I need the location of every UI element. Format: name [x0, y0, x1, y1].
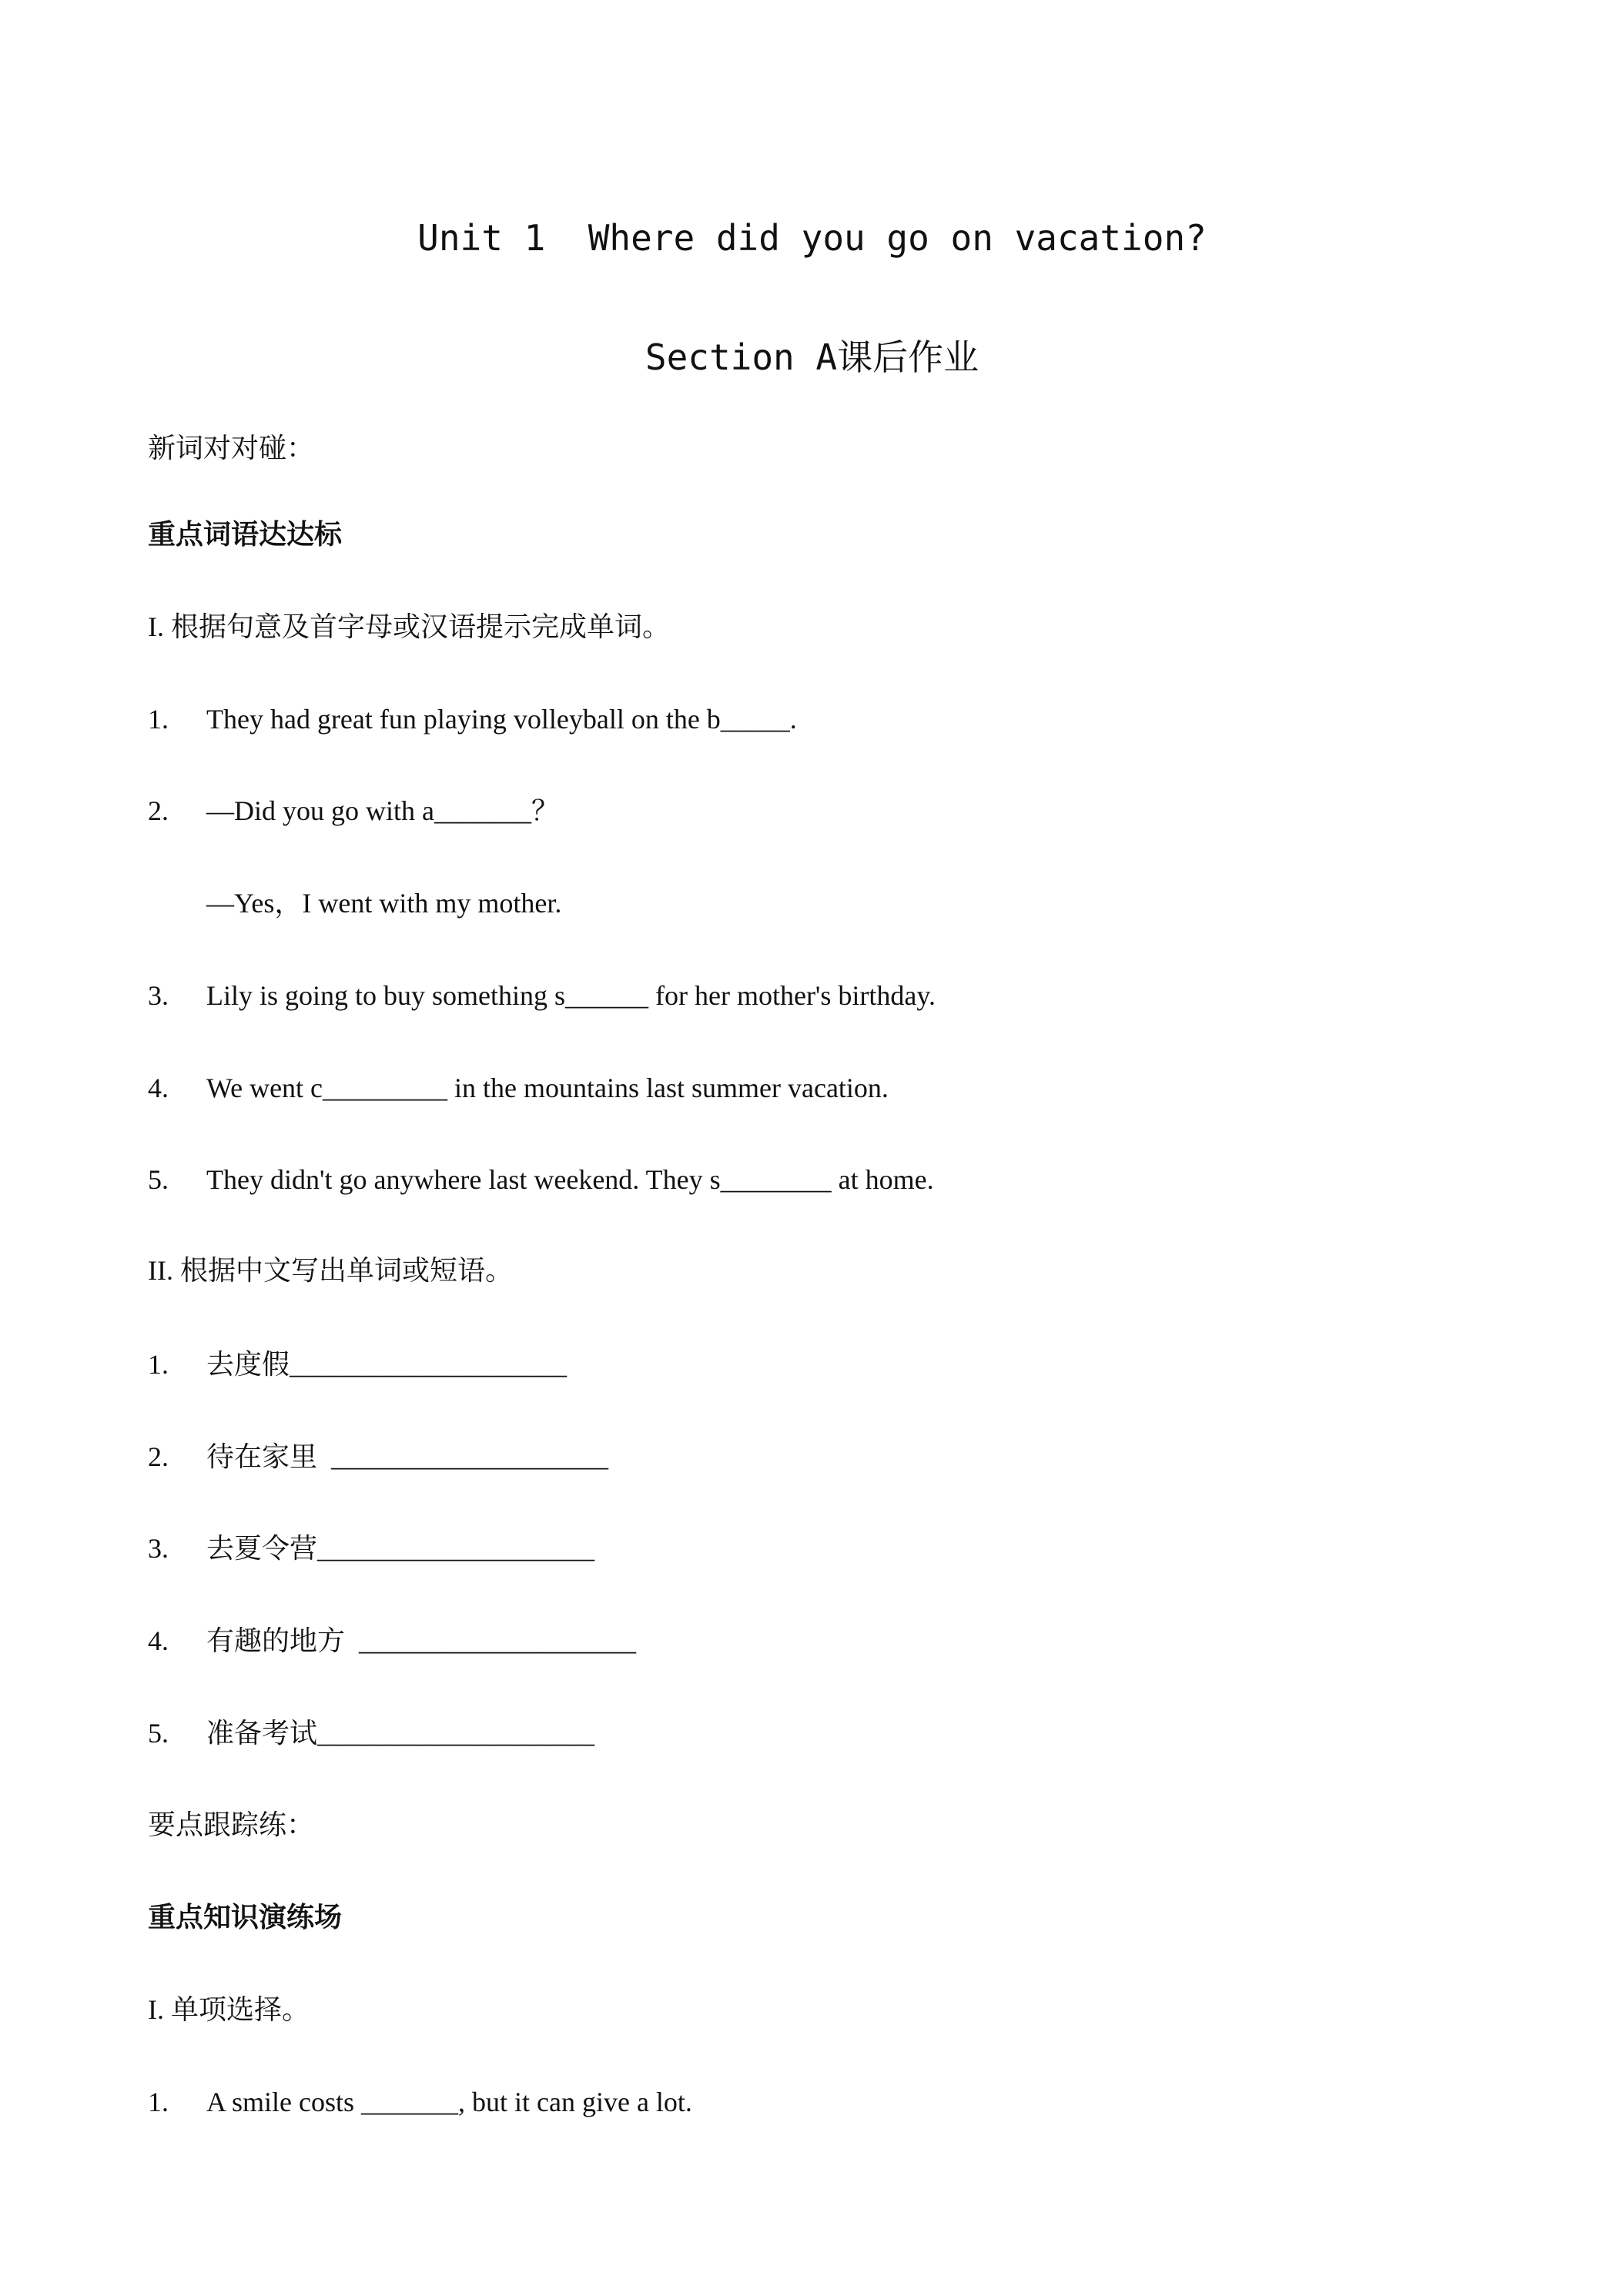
item-number: 3. — [148, 980, 169, 1011]
item-number: 4. — [148, 1073, 169, 1103]
item-text: A smile costs _______, but it can give a lot. — [206, 2087, 692, 2117]
subtitle-cn: 课后作业 — [837, 336, 979, 378]
item-number: 1. — [148, 2087, 169, 2117]
part2-heading: 重点知识演练场 — [148, 1902, 343, 1933]
page-title: Unit 1 Where did you go on vacation? — [417, 217, 1207, 259]
item-number: 5. — [148, 1718, 169, 1749]
item-text: Lily is going to buy something s______ for her mother's birthday. — [206, 980, 936, 1011]
item-text: —Yes，I went with my mother. — [206, 888, 562, 919]
item-number: 4. — [148, 1625, 169, 1656]
item-number: 5. — [148, 1164, 169, 1195]
item-text: They didn't go anywhere last weekend. They s________ at home. — [206, 1164, 934, 1195]
part1-heading: 重点词语达达标 — [148, 519, 343, 550]
item-number: 2. — [148, 1441, 169, 1472]
item-text: They had great fun playing volleyball on the b_____. — [206, 704, 797, 735]
item-text: —Did you go with a_______？ — [206, 795, 559, 826]
item-text: 待在家里 ____________________ — [206, 1441, 609, 1472]
item-number: 1. — [148, 1349, 169, 1380]
item-text: We went c_________ in the mountains last summer vacation. — [206, 1073, 889, 1103]
item-text: 去度假____________________ — [206, 1349, 568, 1380]
item-text: 准备考试____________________ — [206, 1718, 595, 1749]
part1-section1-title: I. 根据句意及首字母或汉语提示完成单词。 — [148, 611, 670, 642]
part2-label: 要点跟踪练： — [148, 1809, 315, 1840]
item-text: 有趣的地方 ____________________ — [206, 1625, 637, 1656]
item-number: 2. — [148, 795, 169, 826]
section-subtitle — [0, 330, 1624, 380]
item-text: 去夏令营____________________ — [206, 1533, 595, 1564]
subtitle-en: Section A — [645, 336, 838, 378]
part1-section2-title: II. 根据中文写出单词或短语。 — [148, 1255, 513, 1286]
item-number: 3. — [148, 1533, 169, 1564]
item-number: 1. — [148, 704, 169, 735]
part1-label: 新词对对碰： — [148, 433, 315, 464]
part2-section1-title: I. 单项选择。 — [148, 1994, 310, 2025]
